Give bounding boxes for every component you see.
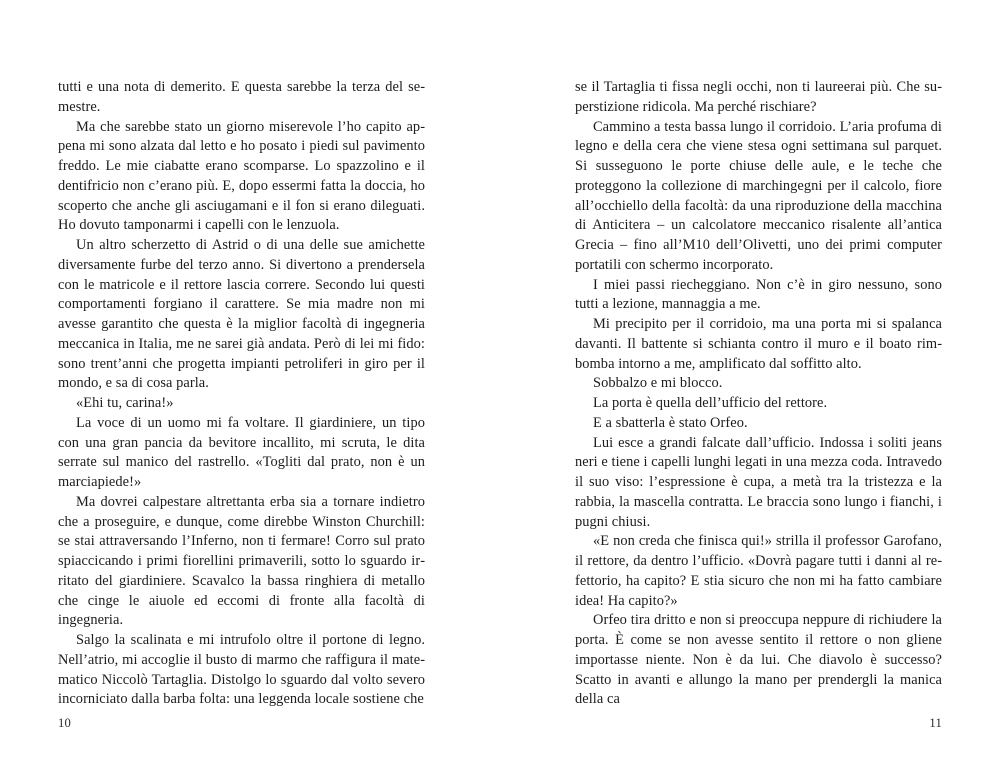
paragraph: «Ehi tu, carina!» [76,395,174,411]
paragraph: La porta è quella dell’ufficio del rettore. [593,395,828,411]
page-number-right: 11 [929,716,942,731]
paragraph: Un altro scherzetto di Astrid o di una delle sue amichette diversamente furbe del terzo anno. Si divertono a prendersela con le matricole e il rettore lascia correre. Secondo lui questi comportamenti forgiano il carattere. Se mia madre non mi avesse garantito che questa è la miglior facoltà di ingegneria meccanica in Italia, me ne sarei già andata. Però di lei mi fido: sono trent’anni che progetta impianti petroliferi in giro per il mondo, e sa di cosa parla. [58,237,425,392]
page-right-textblock [575,78,942,710]
page-right [500,0,1000,766]
paragraph: se il Tartaglia ti fissa negli occhi, non ti laureerai più. Che superstizione ridicola. Ma perché rischiare? [575,79,942,115]
page-left-textblock [58,78,425,710]
page-number-left: 10 [58,716,72,731]
paragraph: Ma che sarebbe stato un giorno miserevole l’ho capito appena mi sono alzata dal letto e ho posato i piedi sul pavimento freddo. Le mie ciabatte erano scomparse. Lo spazzolino e il dentifricio non c’erano più. E, dopo essermi fatta la doccia, ho scoperto che anche gli asciugamani e il fon si erano dileguati. Ho dovuto tamponarmi i capelli con le lenzuola. [58,118,425,234]
paragraph: Cammino a testa bassa lungo il corridoio. L’aria profuma di legno e della cera che viene stesa ogni settimana sul parquet. Si susseguono le porte chiuse delle aule, e le teche che proteggono la collezione di marchingegni per il calcolo, fiore all’occhiello della facoltà: da una riproduzione della macchina di Anticitera – un calcolatore meccanico risalente all’antica Grecia – fino all’M10 dell’Olivetti, uno dei primi computer portatili con schermo incorporato. [575,118,942,273]
paragraph: Mi precipito per il corridoio, ma una porta mi si spalanca davanti. Il battente si schianta contro il muro e il boato rimbomba intorno a me, amplificato dal soffitto alto. [575,316,942,372]
paragraph: «E non creda che finisca qui!» strilla il professor Garofano, il rettore, da dentro l’ufficio. «Dovrà pagare tutti i danni al refettorio, ha capito? E stia sicuro che non mi ha fatto cambiare idea! Ha capito?» [575,533,942,609]
paragraph: Lui esce a grandi falcate dall’ufficio. Indossa i soliti jeans neri e tiene i capelli lunghi legati in una mezza coda. Intravedo il suo viso: l’espressione è cupa, a metà tra la tristezza e la rabbia, la mascella contratta. Le braccia sono lungo i fianchi, i pugni chiusi. [575,434,942,530]
paragraph: tutti e una nota di demerito. E questa sarebbe la terza del semestre. [58,79,425,115]
paragraph: E a sbatterla è stato Orfeo. [593,414,748,431]
paragraph: Salgo la scalinata e mi intrufolo oltre il portone di legno. Nell’atrio, mi accoglie il busto di marmo che raffigura il matematico Niccolò Tartaglia. Distolgo lo sguardo dal volto severo incorniciato dalla barba folta: una leggenda locale sostiene che [58,632,425,708]
paragraph: La voce di un uomo mi fa voltare. Il giardiniere, un tipo con una gran pancia da bevitore incallito, mi scruta, le dita serrate sul manico del rastrello. «Togliti dal prato, non è un marciapiede!» [58,414,425,490]
paragraph: Sobbalzo e mi blocco. [593,375,723,392]
paragraph: I miei passi riecheggiano. Non c’è in giro nessuno, sono tutti a lezione, mannaggia a me. [575,276,942,313]
paragraph: Orfeo tira dritto e non si preoccupa neppure di richiudere la porta. È come se non avesse sentito il rettore o non gliene importasse niente. Non è da lui. Che diavolo è successo? Scatto in avanti e allungo la mano per prendergli la manica della ca [575,612,942,708]
paragraph: Ma dovrei calpestare altrettanta erba sia a tornare indietro che a proseguire, e dunque, come direbbe Winston Churchill: se stai attraversando l’Inferno, non ti fermare! Corro sul prato spiaccicando i primi fiorellini primaverili, sotto lo sguardo irritato del giardiniere. Scavalco la bassa ringhiera di metallo che cinge le aiuole ed eccomi di fronte alla facoltà di ingegneria. [58,493,425,629]
